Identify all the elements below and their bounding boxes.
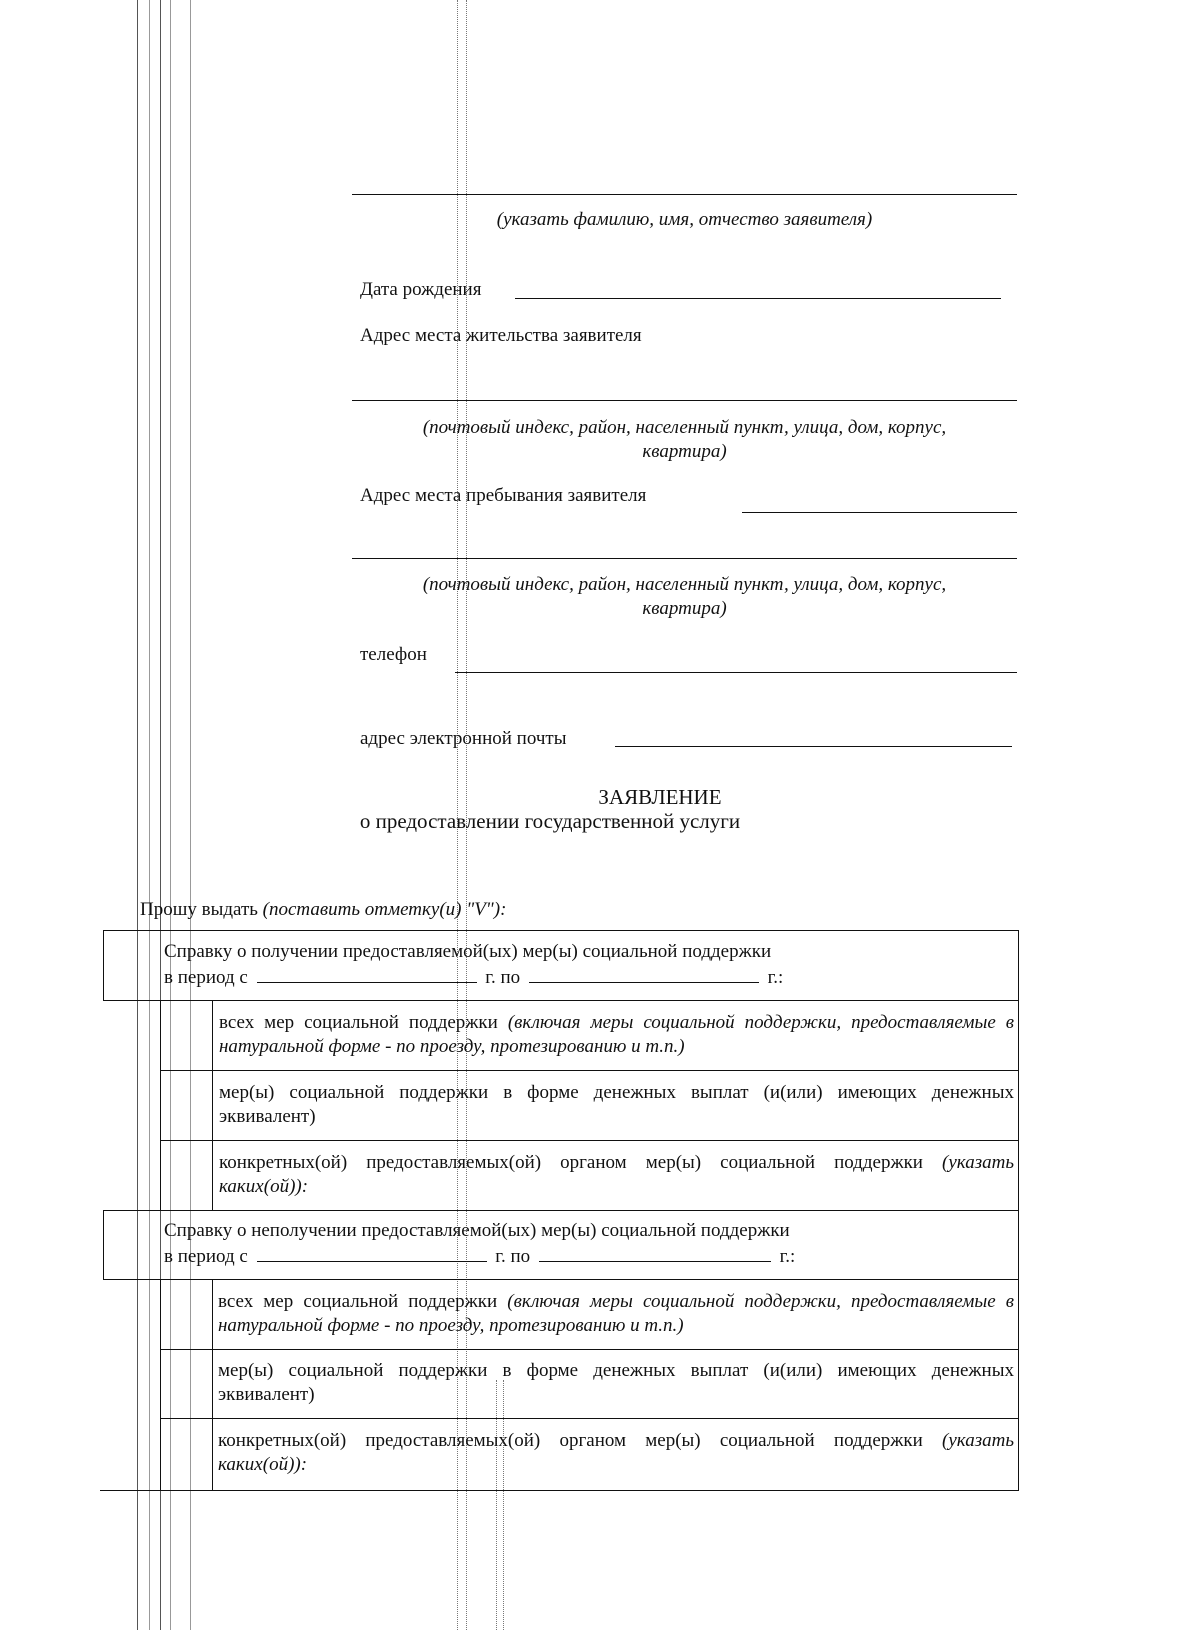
residence-address-line[interactable] [352,400,1017,401]
receipt-option-checkbox[interactable] [162,1142,210,1208]
option-note: (включая меры социальной поддержки, предоставляемые в натуральной форме - по проезду, протезированию и т.п.) [218,1291,1014,1336]
table-border [103,1279,161,1280]
stay-address-hint: (почтовый индекс, район, населенный пункт, улица, дом, корпус, [422,574,947,595]
residence-address-label: Адрес места жительства заявителя [360,325,642,346]
nonreceipt-period [164,1245,795,1269]
period-to-label: г. по [495,1246,531,1267]
option-note: (указать каких(ой)): [219,1152,1014,1197]
residence-address-hint: (почтовый индекс, район, населенный пункт, улица, дом, корпус, [422,417,947,438]
nonreceipt-option-specific [218,1429,1014,1477]
email-line[interactable] [615,746,1012,747]
statement-subtitle: о предоставлении государственной услуги [359,809,741,833]
table-border [1018,1000,1019,1490]
stay-address-label: Адрес места пребывания заявителя [360,485,647,506]
table-border [103,1210,1019,1211]
table-border [100,1490,1019,1491]
table-border [212,1279,213,1490]
stay-address-hint: квартира) [642,598,727,619]
stay-address-line[interactable] [742,512,1017,513]
period-year-suffix: г.: [779,1246,796,1267]
option-text: мер(ы) социальной поддержки в форме денежных выплат (и(или) имеющих денежных эквивалент) [219,1082,1014,1127]
table-border [1018,930,1019,1000]
period-from-label: в период с [164,1246,248,1267]
receipt-checkbox[interactable] [104,931,160,999]
request-prompt-instruction: (поставить отметку(и) "V"): [262,899,507,920]
nonreceipt-title: Справку о неполучении предоставляемой(ых) мер(ы) социальной поддержки [164,1220,790,1241]
table-border [160,1000,1019,1001]
residence-address-hint: квартира) [642,441,727,462]
receipt-period [164,966,783,990]
table-border [103,930,1019,931]
nonreceipt-option-checkbox[interactable] [162,1420,210,1488]
nonreceipt-option-checkbox[interactable] [162,1281,210,1347]
option-note: (указать каких(ой)): [218,1430,1014,1475]
table-border [160,1000,161,1210]
option-text: всех мер социальной поддержки [218,1291,508,1312]
period-from-label: в период с [164,967,248,988]
nonreceipt-checkbox[interactable] [104,1211,160,1278]
table-border [160,1349,1019,1350]
option-text: всех мер социальной поддержки [219,1012,508,1033]
fio-line[interactable] [352,194,1017,195]
table-border [160,1140,1019,1141]
option-text: мер(ы) социальной поддержки в форме денежных выплат (и(или) имеющих денежных эквивалент) [218,1360,1014,1405]
receipt-option-checkbox[interactable] [162,1002,210,1068]
option-note: (включая меры социальной поддержки, предоставляемые в натуральной форме - по проезду, протезированию и т.п.) [219,1012,1014,1057]
birth-date-line[interactable] [515,298,1001,299]
table-border [160,1070,1019,1071]
option-text: конкретных(ой) предоставляемых(ой) органом мер(ы) социальной поддержки [219,1152,943,1173]
phone-label: телефон [360,644,427,665]
nonreceipt-option-checkbox[interactable] [162,1351,210,1416]
period-to-label: г. по [485,967,521,988]
stay-address-line-2[interactable] [352,558,1017,559]
request-prompt-text: Прошу выдать [140,899,263,920]
request-prompt [140,898,506,922]
phone-line[interactable] [455,672,1017,673]
option-text: конкретных(ой) предоставляемых(ой) органом мер(ы) социальной поддержки [218,1430,943,1451]
receipt-option-cash [219,1081,1014,1129]
receipt-option-specific [219,1151,1014,1199]
nonreceipt-option-all [218,1290,1014,1338]
table-border [160,1418,1019,1419]
receipt-title: Справку о получении предоставляемой(ых) мер(ы) социальной поддержки [164,941,772,962]
table-border [103,1000,161,1001]
table-border [160,1279,161,1490]
email-label: адрес электронной почты [360,728,567,749]
period-to-field[interactable] [529,966,759,983]
period-to-field[interactable] [539,1245,771,1262]
period-year-suffix: г.: [767,967,784,988]
birth-date-label: Дата рождения [360,279,482,300]
receipt-option-all [219,1011,1014,1059]
nonreceipt-option-cash [218,1359,1014,1407]
period-from-field[interactable] [257,1245,487,1262]
receipt-option-checkbox[interactable] [162,1072,210,1138]
fio-hint: (указать фамилию, имя, отчество заявителя) [496,209,873,230]
table-border [160,1279,1019,1280]
table-border [212,1000,213,1210]
statement-title: ЗАЯВЛЕНИЕ [598,785,722,809]
period-from-field[interactable] [257,966,477,983]
